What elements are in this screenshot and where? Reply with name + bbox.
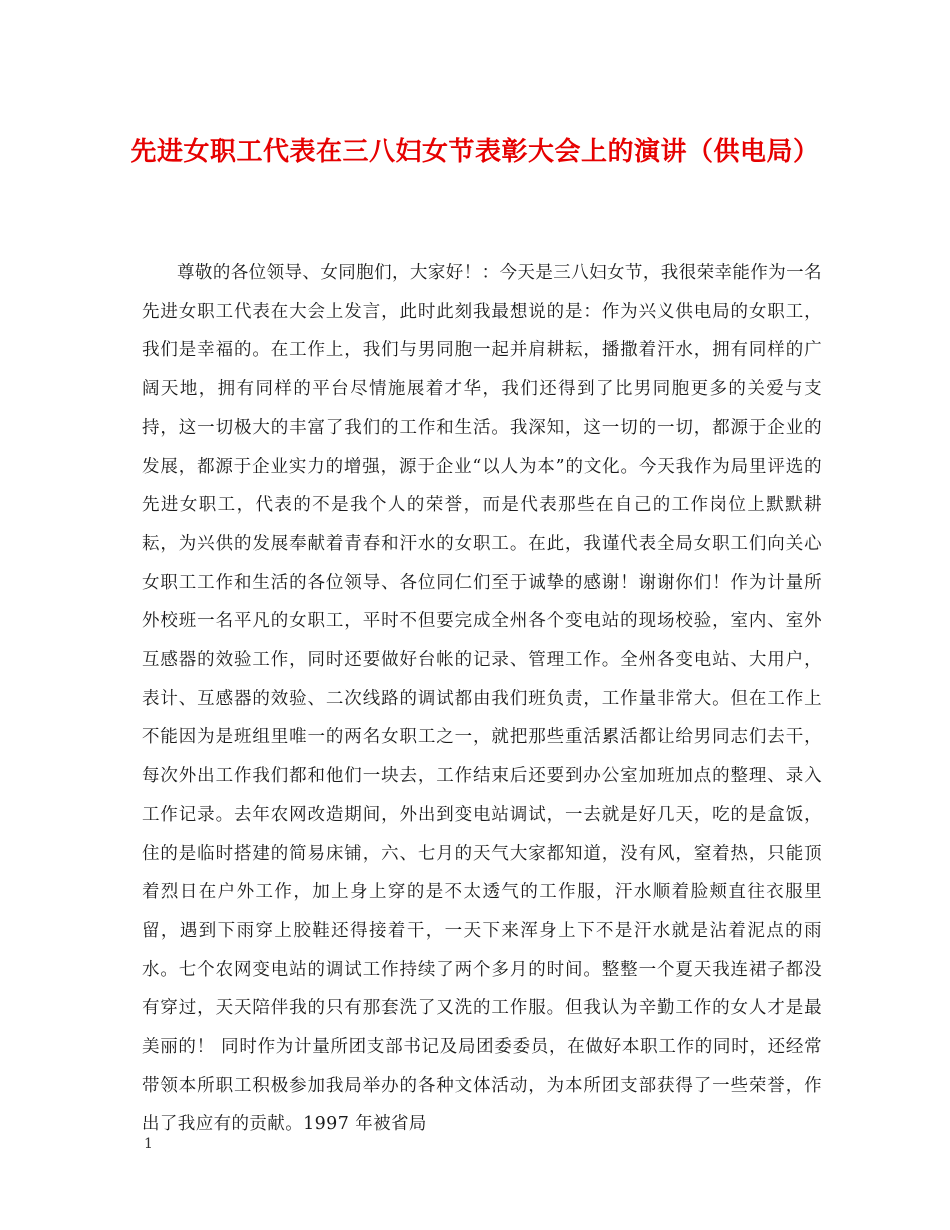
document-body: 尊敬的各位领导、女同胞们，大家好！：今天是三八妇女节，我很荣幸能作为一名先进女职工代表在大会上发言，此时此刻我最想说的是：作为兴义供电局的女职工，我们是幸福的。在工作上，我们与男同胞一起并肩耕耘，播撒着汗水，拥有同样的广阔天地，拥有同样的平台尽情施展着才华，我们还得到了比男同胞更多的关爱与支持，这一切极大的丰富了我们的工作和生活。我深知，这一切的一切，都源于企业的发展，都源于企业实力的增强，源于企业“以人为本”的文化。今天我作为局里评选的先进女职工，代表的不是我个人的荣誉，而是代表那些在自己的工作岗位上默默耕耘，为兴供的发展奉献着青春和汗水的女职工。在此，我谨代表全局女职工们向关心女职工工作和生活的各位领导、各位同仁们至于诚挚的感谢！谢谢你们！作为计量所外校班一名平凡的女职工，平时不但要完成全州各个变电站的现场校验，室内、室外互感器的效验工作，同时还要做好台帐的记录、管理工作。全州各变电站、大用户，表计、互感器的效验、二次线路的调试都由我们班负责，工作量非常大。但在工作上不能因为是班组里唯一的两名女职工之一，就把那些重活累活都让给男同志们去干，每次外出工作我们都和他们一块去，工作结束后还要到办公室加班加点的整理、录入工作记录。去年农网改造期间，外出到变电站调试，一去就是好几天，吃的是盒饭，住的是临时搭建的简易床铺，六、七月的天气大家都知道，没有风，窒着热，只能顶着烈日在户外工作，加上身上穿的是不太透气的工作服，汗水顺着脸颊直往衣服里留，遇到下雨穿上胶鞋还得接着干，一天下来浑身上下不是汗水就是沾着泥点的雨水。七个农网变电站的调试工作持续了两个多月的时间。整整一个夏天我连裙子都没有穿过，天天陪伴我的只有那套洗了又洗的工作服。但我认为辛勤工作的女人才是最美丽的！ 同时作为计量所团支部书记及局团委委员，在做好本职工作的同时，还经常带领本所职工积极参加我局举办的各种文体活动，为本所团支部获得了一些荣誉，作出了我应有的贡献。1997 年被省局 — [142, 263, 822, 1135]
document-title: 先进女职工代表在三八妇女节表彰大会上的演讲（供电局） — [130, 137, 820, 167]
page-number: 1 — [144, 1136, 153, 1152]
